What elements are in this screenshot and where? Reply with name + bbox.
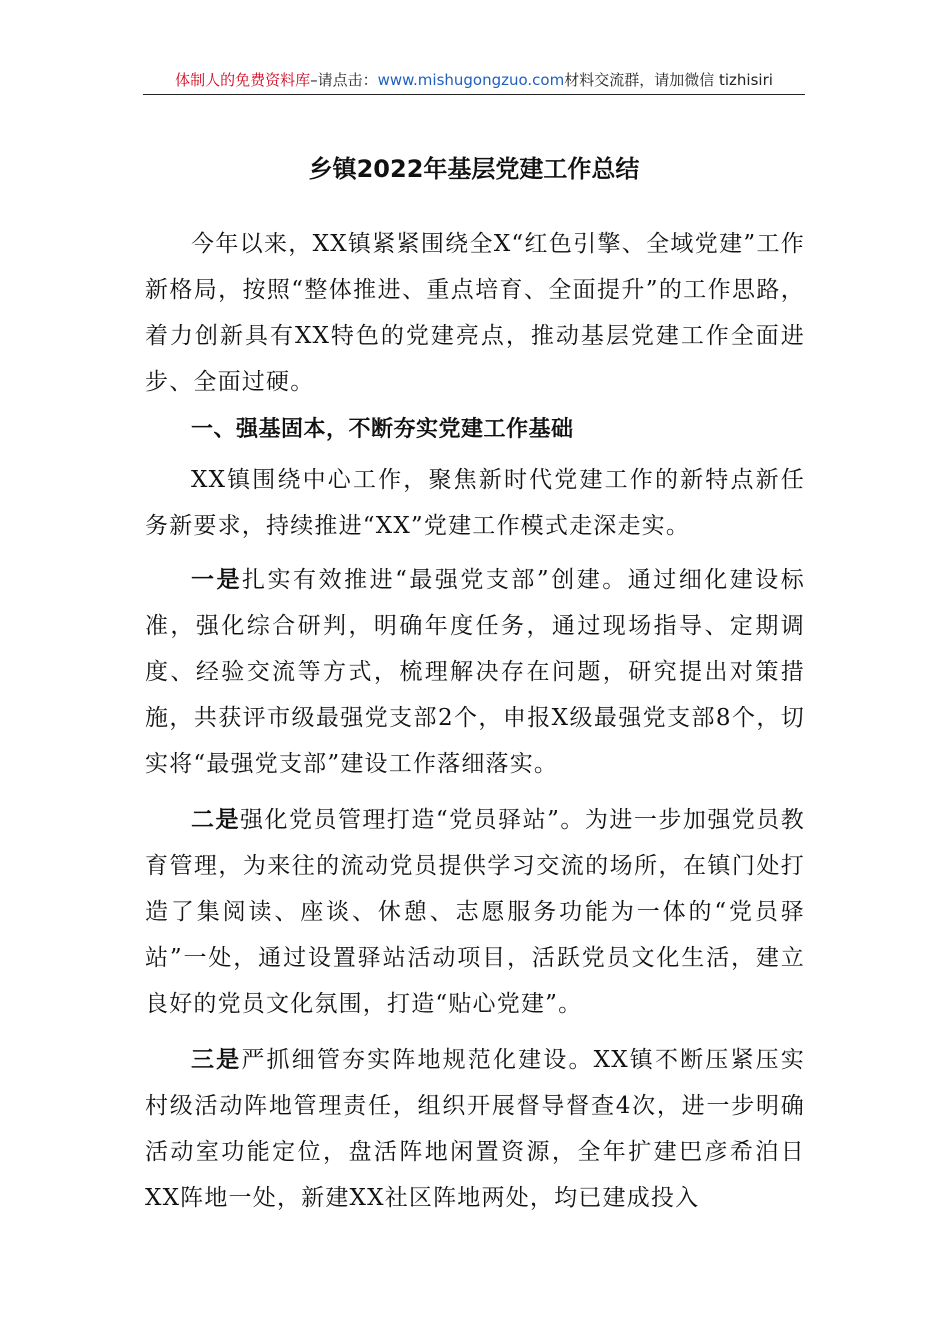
document-body [145, 221, 805, 1221]
item-text-3: 严抓细管夯实阵地规范化建设。XX镇不断压紧压实村级活动阵地管理责任，组织开展督导督查4次，进一步明确活动室功能定位，盘活阵地闲置资源，全年扩建巴彦希泊日XX阵地一处，新建XX社区阵地两处，均已建成投入 [145, 1047, 805, 1211]
header-link[interactable]: www.mishugongzuo.com [377, 71, 565, 89]
item-paragraph-2 [145, 797, 805, 1027]
item-text-2: 强化党员管理打造“党员驿站”。为进一步加强党员教育管理，为来往的流动党员提供学习交流的场所，在镇门处打造了集阅读、座谈、休憩、志愿服务功能为一体的“党员驿站”一处，通过设置驿站活动项目，活跃党员文化生活，建立良好的党员文化氛围，打造“贴心党建”。 [145, 807, 805, 1017]
item-paragraph-1 [145, 557, 805, 787]
section-intro-paragraph: XX镇围绕中心工作，聚焦新时代党建工作的新特点新任务新要求，持续推进“XX”党建工作模式走深走实。 [145, 467, 805, 539]
item-paragraph-3 [145, 1037, 805, 1221]
section-heading: 一、强基固本，不断夯实党建工作基础 [191, 417, 574, 442]
header-prompt: –请点击： [310, 71, 378, 89]
page-header [143, 66, 805, 95]
item-lead-3: 三是 [191, 1047, 242, 1073]
item-lead-2: 二是 [191, 807, 240, 833]
item-lead-1: 一是 [191, 567, 243, 593]
intro-paragraph: 今年以来，XX镇紧紧围绕全X“红色引擎、全域党建”工作新格局，按照“整体推进、重点培育、全面提升”的工作思路，着力创新具有XX特色的党建亮点，推动基层党建工作全面进步、全面过硬。 [145, 231, 805, 395]
header-brand: 体制人的免费资料库 [175, 71, 311, 89]
document-title: 乡镇2022年基层党建工作总结 [308, 155, 640, 183]
header-suffix: 材料交流群，请加微信 tizhisiri [564, 71, 773, 89]
item-text-1: 扎实有效推进“最强党支部”创建。通过细化建设标准，强化综合研判，明确年度任务，通过现场指导、定期调度、经验交流等方式，梳理解决存在问题，研究提出对策措施，共获评市级最强党支部2个，申报X级最强党支部8个，切实将“最强党支部”建设工作落细落实。 [145, 567, 805, 777]
